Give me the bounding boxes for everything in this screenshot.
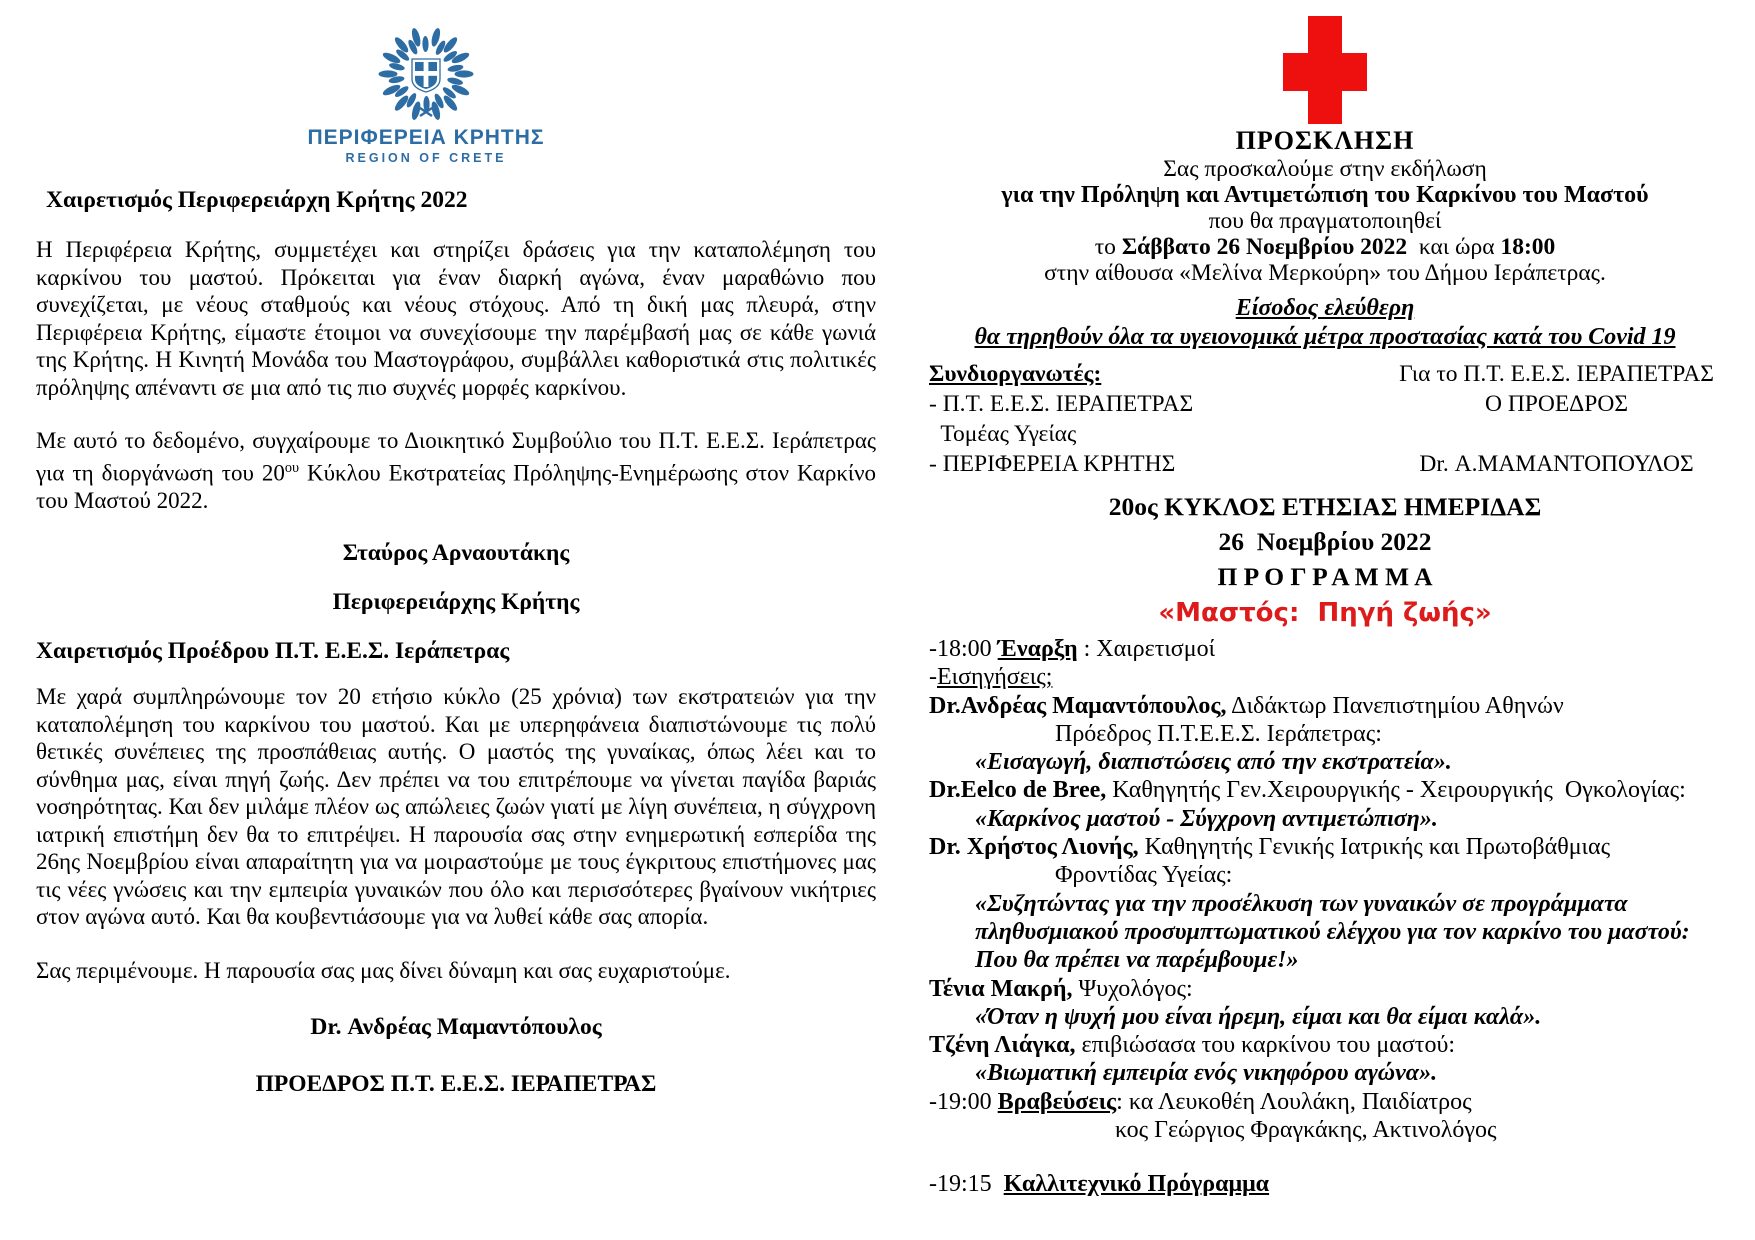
greeting-heading-governor: Χαιρετισμός Περιφερειάρχη Κρήτης 2022	[46, 187, 468, 213]
invite-event-name: για την Πρόληψη και Αντιμετώπιση του Καρκίνου του Μαστού	[1001, 182, 1649, 208]
program-row-talk-title: πληθυσμιακού προσυμπτωματικού ελέγχου για τον καρκίνο του μαστού:	[975, 918, 1690, 945]
ordinal-superscript: ου	[284, 459, 300, 476]
program-row-speaker-title: Πρόεδρος Π.Τ.Ε.Ε.Σ. Ιεράπετρας:	[1055, 720, 1382, 747]
program-row-speaker: Dr. Χρήστος Λιονής, Καθηγητής Γενικής Ιατρικής και Πρωτοβάθμιας	[929, 834, 1611, 861]
signature-president-name: Dr. Ανδρέας Μαμαντόπουλος	[310, 1014, 602, 1041]
event-slogan: «Μαστός: Πηγή ζωής»	[1158, 598, 1492, 628]
red-cross-logo	[903, 16, 1747, 124]
co-organizer-item: - ΠΕΡΙΦΕΡΕΙΑ ΚΡΗΤΗΣ	[929, 451, 1176, 477]
program-row-talk-title: «Εισαγωγή, διαπιστώσεις από την εκστρατεία».	[975, 749, 1452, 776]
program-row-speaker: Dr.Eelco de Bree, Καθηγητής Γεν.Χειρουργικής - Χειρουργικής Ογκολογίας:	[929, 777, 1686, 804]
program-row-talk-title: Που θα πρέπει να παρέμβουμε!»	[975, 947, 1299, 974]
program-row-talk-title: «Βιωματική εμπειρία ενός νικηφόρου αγώνα».	[975, 1060, 1438, 1087]
paragraph-governor-2	[36, 427, 876, 514]
signature-governor-title: Περιφερειάρχης Κρήτης	[332, 589, 580, 616]
signature-governor-name: Σταύρος Αρναουτάκης	[342, 540, 570, 567]
program-row-speaker-title: Φροντίδας Υγείας:	[1055, 862, 1233, 889]
event-date: 26 Νοεμβρίου 2022	[1218, 527, 1432, 556]
paragraph-text: Κύκλου Εκστρατείας Πρόληψης-Ενημέρωσης στον Καρκίνο του Μαστού 2022.	[36, 460, 877, 513]
program-row-awardee: κος Γεώργιος Φραγκάκης, Ακτινολόγος	[1115, 1117, 1497, 1144]
program-heading: Π Ρ Ο Γ Ρ Α Μ Μ Α	[1217, 562, 1433, 591]
program-row-artistic: -19:15 Καλλιτεχνικό Πρόγραμμα	[929, 1171, 1270, 1198]
program-row-opening: -18:00 Έναρξη : Χαιρετισμοί	[929, 636, 1216, 662]
event-cycle-title: 20ος ΚΥΚΛΟΣ ΕΤΗΣΙΑΣ ΗΜΕΡΙΔΑΣ	[1108, 492, 1542, 521]
logo-subtitle: REGION OF CRETE	[345, 151, 507, 165]
co-organizers-list	[929, 359, 1193, 479]
program-row-talk-title: «Όταν η ψυχή μου είναι ήρεμη, είμαι και θα είμαι καλά».	[975, 1003, 1542, 1030]
organizers-section	[903, 359, 1747, 479]
free-entry-note: Είσοδος ελεύθερη	[1235, 295, 1415, 321]
paragraph-governor-1: Η Περιφέρεια Κρήτης, συμμετέχει και στηρίζει δράσεις για την καταπολέμηση του καρκίνου του μαστού. Πρόκειται για έναν διαρκή αγώνα, έναν μαραθώνιο που συνεχίζεται, με νέους σταθμούς και νέους στόχους. Από τη δική μας πλευρά, στην Περιφέρεια Κρήτης, είμαστε έτοιμοι να συνεχίσουμε την παρέμβασή μας σε κάθε γωνιά της Κρήτης. Η Κινητή Μονάδα του Μαστογράφου, συμβάλλει καθοριστικά στις πολιτικές πρόληψης απέναντι σε μια από τις πιο συχνές μορφές καρκίνου.	[36, 237, 876, 400]
president-block-name: Dr. Α.ΜΑΜΑΝΤΟΠΟΥΛΟΣ	[1419, 451, 1694, 477]
program-row-talk-title: «Συζητώντας για την προσέλκυση των γυναικών σε προγράμματα	[975, 890, 1628, 917]
program-row-speaker: Dr.Ανδρέας Μαμαντόπουλος, Διδάκτωρ Πανεπιστημίου Αθηνών	[929, 692, 1564, 719]
president-block-spacer	[1384, 419, 1729, 449]
time-value: 18:00	[1500, 234, 1556, 260]
president-block-line: Για το Π.Τ. Ε.Ε.Σ. ΙΕΡΑΠΕΤΡΑΣ	[1399, 361, 1714, 387]
program-row-speaker: Τένια Μακρή, Ψυχολόγος:	[929, 975, 1193, 1002]
greeting-heading-president: Χαιρετισμός Προέδρου Π.Τ. Ε.Ε.Σ. Ιεράπετρας	[36, 638, 510, 665]
invite-date-line	[903, 234, 1747, 260]
logo-title: ΠΕΡΙΦΕΡΕΙΑ ΚΡΗΤΗΣ	[307, 126, 545, 149]
invitation-title: ΠΡΟΣΚΛΗΣΗ	[1235, 126, 1415, 155]
paragraph-president-1: Με χαρά συμπληρώνουμε τον 20 ετήσιο κύκλο (25 χρόνια) των εκστρατειών για την καταπολέμηση του καρκίνου του μαστού. Και με υπερηφάνεια διαπιστώνουμε τις πολύ θετικές συνέπειες της προσπάθειας αυτής. Ο μαστός της γυναίκας, όπως λέει και το σύνθημα μας, είναι πηγή ζωής. Δεν πρέπει να του επιτρέπουμε να γίνεται παγίδα βαριάς νοσηρότητας. Και δεν μιλάμε πλέον ως απώλειες ζωών γιατί με λίγη συνέπεια, η σύγχρονη ιατρική επιστήμη δεν θα το επιτρέψει. Η παρουσία σας στην ενημερωτική εσπερίδα της 26ης Νοεμβρίου είναι απαραίτητη για να μοιραστούμε με τους έγκριτους επιστήμονες μας τις νέες γνώσεις και την εμπειρία γυναικών που όλο και περισσότερες βγαίνουν νικήτριες στον αγώνα αυτό. Και θα κουβεντιάσουμε για να λυθεί κάθε σας απορία.	[36, 684, 876, 930]
date-value: Σάββατο 26 Νοεμβρίου 2022	[1121, 234, 1408, 260]
program-list	[903, 635, 1747, 1199]
covid-measures-note: θα τηρηθούν όλα τα υγειονομικά μέτρα προστασίας κατά του Covid 19	[974, 324, 1676, 350]
invite-line: Σας προσκαλούμε στην εκδήλωση	[1163, 156, 1487, 182]
left-page	[36, 0, 876, 1098]
co-organizers-heading: Συνδιοργανωτές:	[929, 361, 1102, 387]
president-block-line: Ο ΠΡΟΕΔΡΟΣ	[1484, 391, 1629, 417]
right-page	[903, 0, 1747, 1199]
region-of-crete-logo	[76, 26, 776, 165]
program-row-awards: -19:00 Βραβεύσεις: κα Λευκοθέη Λουλάκη, Παιδίατρος	[929, 1088, 1472, 1115]
program-row-presentations: -Εισηγήσεις;	[929, 664, 1053, 691]
paragraph-text: Με αυτό το δεδομένο, συγχαίρουμε το Διοικητικό Συμβούλιο του Π.Τ. Ε.Ε.Σ. Ιεράπετρας για τη διοργάνωση του 20	[36, 428, 876, 486]
program-row-speaker: Τζένη Λιάγκα, επιβιώσασα του καρκίνου του μαστού:	[929, 1032, 1455, 1059]
co-organizer-item: - Π.Τ. Ε.Ε.Σ. ΙΕΡΑΠΕΤΡΑΣ	[929, 391, 1194, 417]
co-organizer-subitem: Τομέας Υγείας	[929, 421, 1077, 447]
program-row-talk-title: «Καρκίνος μαστού - Σύγχρονη αντιμετώπιση».	[975, 805, 1438, 832]
president-signature-block	[1384, 359, 1729, 479]
signature-president-title: ΠΡΟΕΔΡΟΣ Π.Τ. Ε.Ε.Σ. ΙΕΡΑΠΕΤΡΑΣ	[255, 1071, 657, 1098]
date-text: και ώρα	[1407, 234, 1501, 260]
laurel-wreath-emblem-icon	[346, 26, 506, 122]
paragraph-president-2: Σας περιμένουμε. Η παρουσία σας μας δίνει δύναμη και σας ευχαριστούμε.	[36, 957, 731, 983]
date-text: το	[1094, 234, 1122, 260]
greek-cross-shield-icon	[412, 59, 440, 92]
invite-venue-line: στην αίθουσα «Μελίνα Μερκούρη» του Δήμου Ιεράπετρας.	[1044, 260, 1606, 286]
invite-line: που θα πραγματοποιηθεί	[1208, 208, 1442, 234]
red-cross-icon	[1283, 16, 1367, 124]
